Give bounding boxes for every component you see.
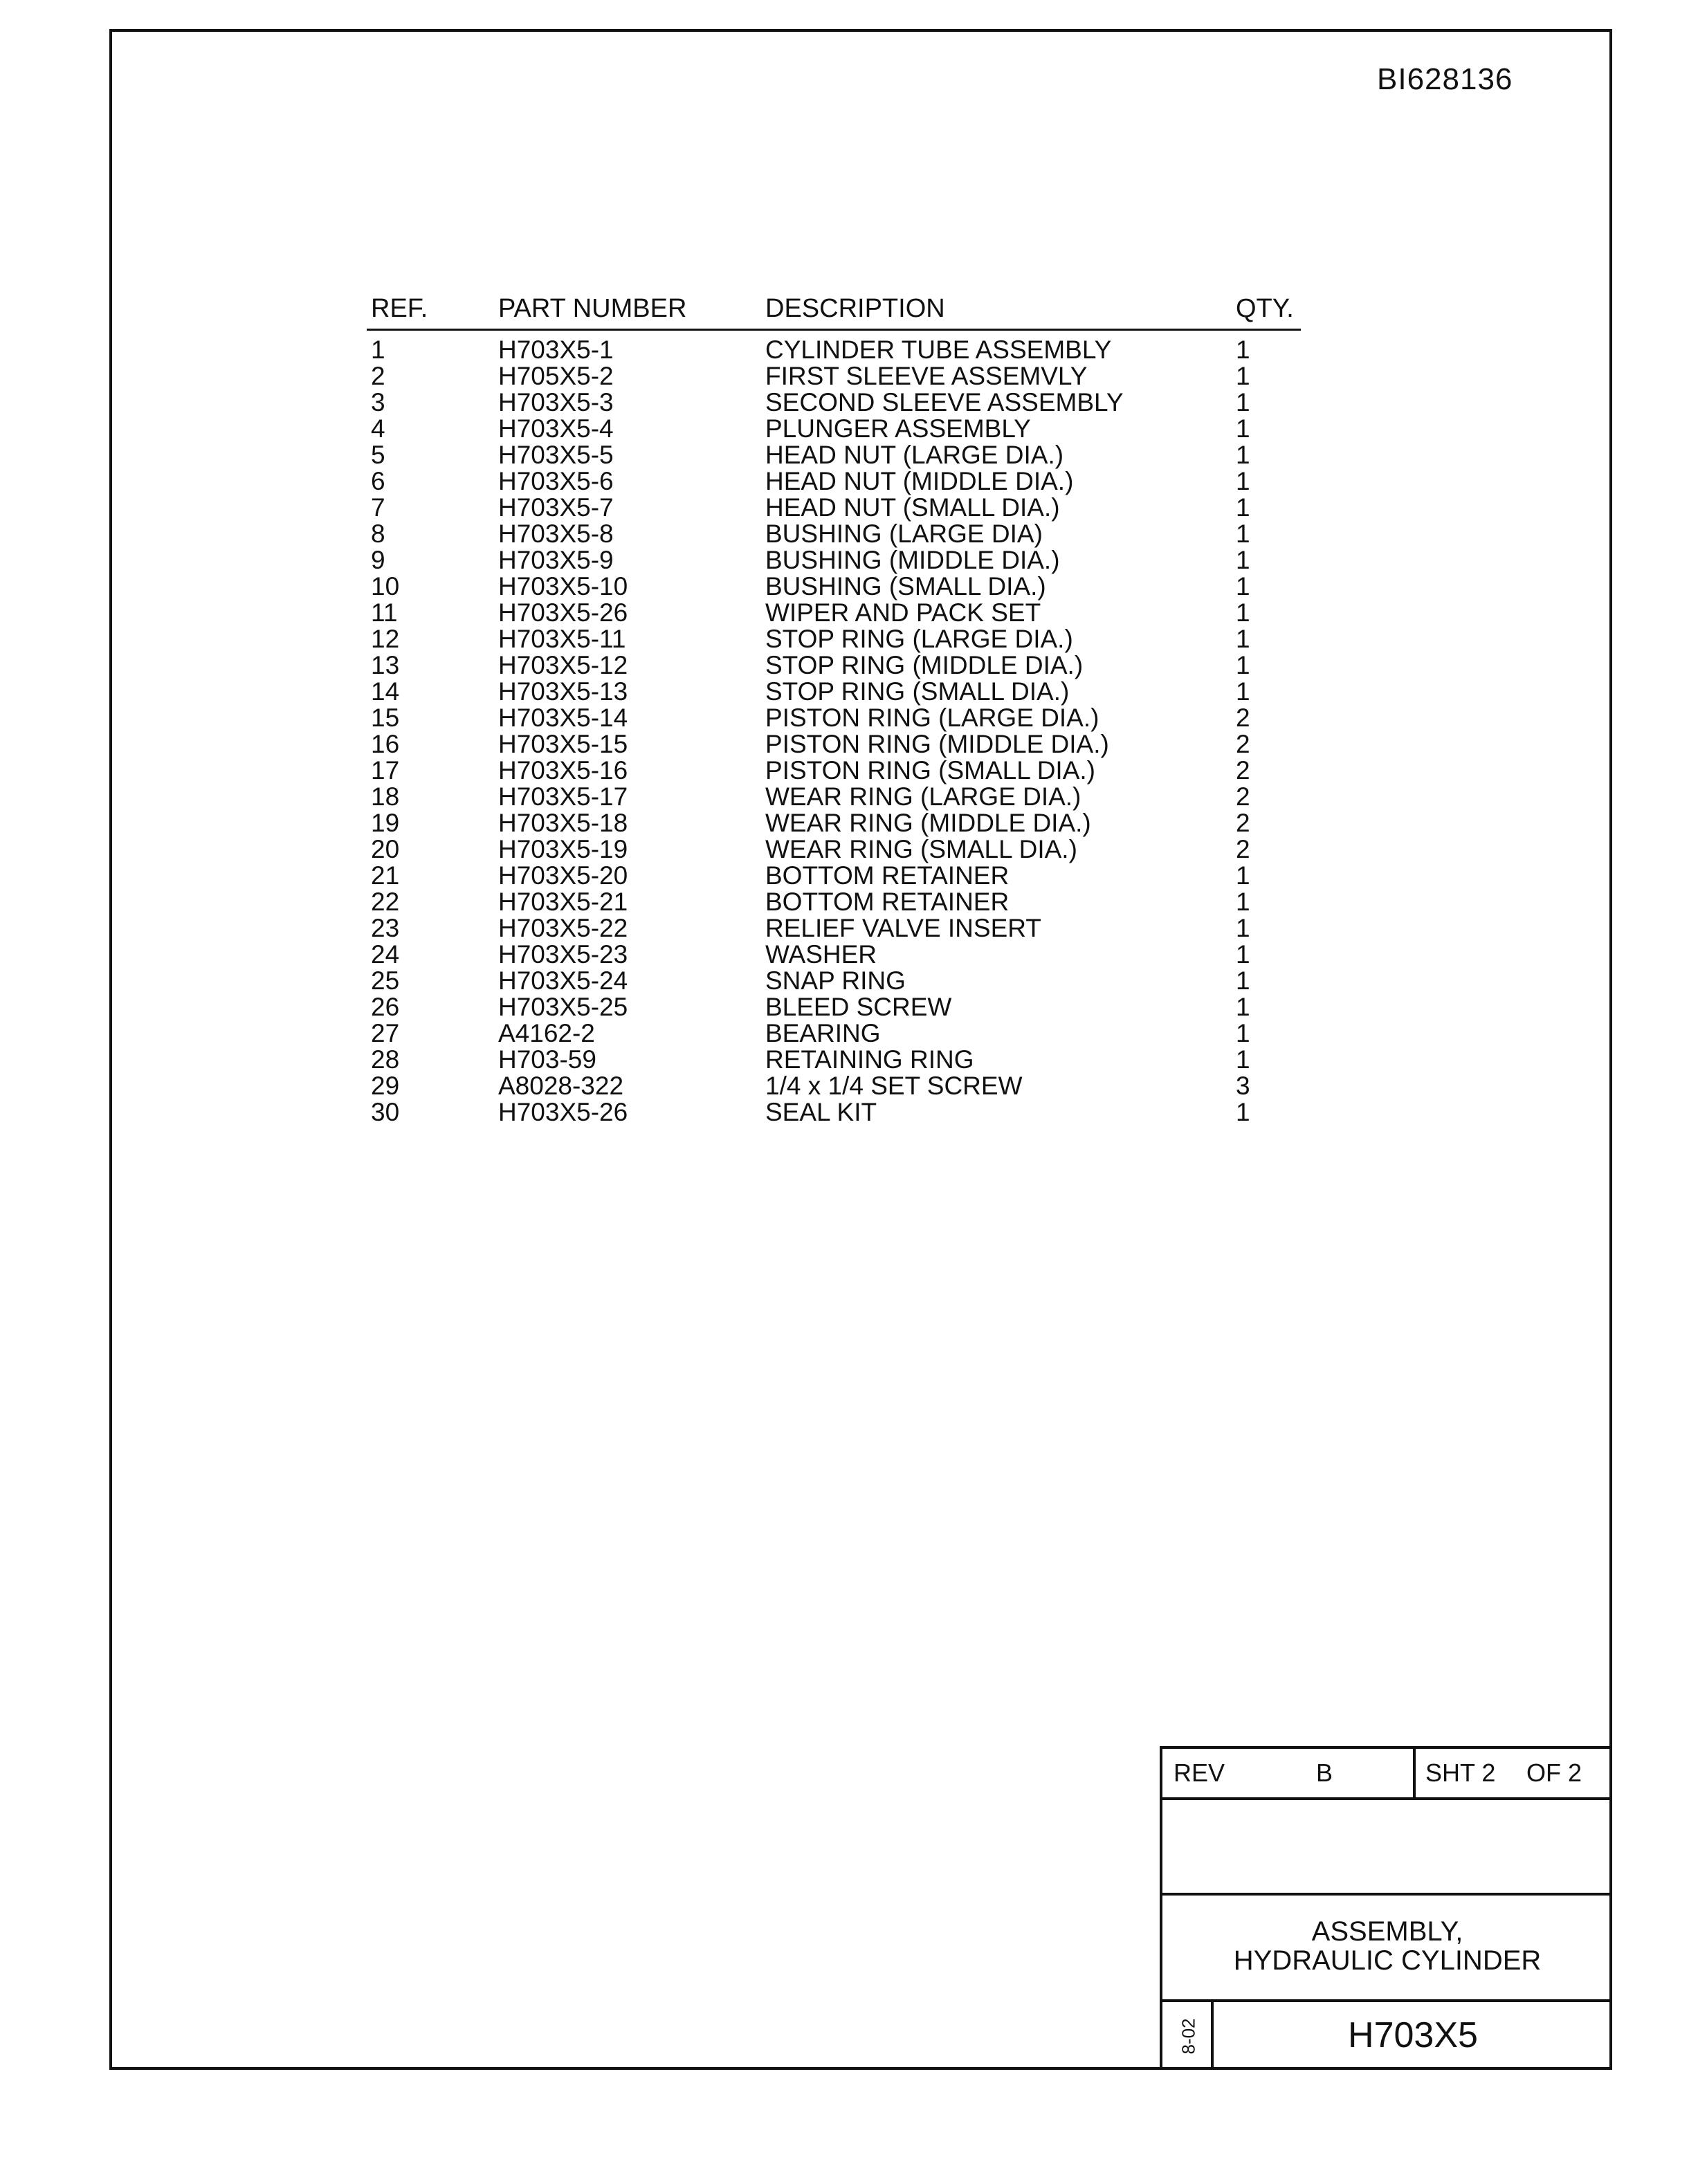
qty-cell: 1	[1236, 677, 1250, 706]
part-number-cell: H703X5-4	[498, 414, 614, 443]
description-cell: BUSHING (MIDDLE DIA.)	[765, 546, 1060, 574]
qty-cell: 1	[1236, 1098, 1250, 1126]
description-cell: RETAINING RING	[765, 1045, 974, 1074]
drawing-number: H703X5	[1348, 2015, 1478, 2055]
qty-cell: 1	[1236, 914, 1250, 942]
qty-cell: 1	[1236, 388, 1250, 416]
description-cell: BOTTOM RETAINER	[765, 888, 1010, 916]
ref-cell: 15	[371, 704, 400, 732]
description-cell: 1/4 x 1/4 SET SCREW	[765, 1072, 1023, 1100]
part-number-cell: H703X5-3	[498, 388, 614, 416]
description-cell: BOTTOM RETAINER	[765, 861, 1010, 890]
part-number-cell: H703X5-18	[498, 809, 628, 837]
ref-cell: 26	[371, 993, 400, 1021]
description-cell: SEAL KIT	[765, 1098, 877, 1126]
qty-cell: 1	[1236, 966, 1250, 995]
rev-label: REV	[1174, 1759, 1225, 1787]
description-cell: PISTON RING (MIDDLE DIA.)	[765, 730, 1109, 758]
ref-cell: 18	[371, 782, 400, 811]
part-number-cell: H703X5-17	[498, 782, 628, 811]
title-line-2: HYDRAULIC CYLINDER	[1233, 1945, 1542, 1976]
header-qty: QTY.	[1236, 294, 1294, 323]
description-cell: WEAR RING (MIDDLE DIA.)	[765, 809, 1091, 837]
sheet-divider	[1413, 1749, 1416, 1797]
ref-cell: 8	[371, 520, 385, 548]
ref-cell: 12	[371, 625, 400, 653]
qty-cell: 1	[1236, 362, 1250, 390]
qty-cell: 1	[1236, 940, 1250, 969]
table-row	[367, 389, 1301, 416]
ref-cell: 9	[371, 546, 385, 574]
qty-cell: 1	[1236, 546, 1250, 574]
blank-title-cell	[1162, 1800, 1612, 1896]
part-number-cell: H703X5-7	[498, 493, 614, 522]
table-row	[367, 784, 1301, 810]
description-cell: RELIEF VALVE INSERT	[765, 914, 1041, 942]
part-number-cell: H703X5-24	[498, 966, 628, 995]
part-number-cell: H703X5-20	[498, 861, 628, 890]
table-row	[367, 626, 1301, 652]
description-cell: BLEED SCREW	[765, 993, 952, 1021]
header-underline	[367, 329, 1301, 331]
ref-cell: 20	[371, 835, 400, 863]
description-cell: SNAP RING	[765, 966, 906, 995]
qty-cell: 1	[1236, 888, 1250, 916]
table-row	[367, 600, 1301, 626]
description-cell: CYLINDER TUBE ASSEMBLY	[765, 336, 1112, 364]
ref-cell: 5	[371, 441, 385, 469]
sheet-total: OF 2	[1526, 1759, 1582, 1787]
header-part-number: PART NUMBER	[498, 294, 687, 323]
part-number-cell: H703X5-16	[498, 756, 628, 784]
description-cell: WASHER	[765, 940, 877, 969]
title-line-1: ASSEMBLY,	[1311, 1916, 1463, 1947]
drawing-number-row	[1162, 2002, 1612, 2070]
part-number-cell: A4162-2	[498, 1019, 595, 1047]
description-cell: HEAD NUT (MIDDLE DIA.)	[765, 467, 1074, 495]
qty-cell: 2	[1236, 835, 1250, 863]
table-row	[367, 994, 1301, 1020]
qty-cell: 2	[1236, 756, 1250, 784]
part-number-cell: H703X5-14	[498, 704, 628, 732]
qty-cell: 1	[1236, 336, 1250, 364]
part-number-cell: H703X5-12	[498, 651, 628, 679]
table-row	[367, 1020, 1301, 1047]
qty-cell: 2	[1236, 704, 1250, 732]
part-number-cell: H703X5-8	[498, 520, 614, 548]
qty-cell: 1	[1236, 467, 1250, 495]
table-row	[367, 679, 1301, 705]
part-number-cell: H703-59	[498, 1045, 596, 1074]
description-cell: WEAR RING (LARGE DIA.)	[765, 782, 1081, 811]
table-row	[367, 442, 1301, 468]
qty-cell: 1	[1236, 493, 1250, 522]
table-row	[367, 836, 1301, 863]
table-row	[367, 652, 1301, 679]
qty-cell: 2	[1236, 782, 1250, 811]
rev-value: B	[1316, 1759, 1333, 1787]
description-cell: HEAD NUT (LARGE DIA.)	[765, 441, 1064, 469]
description-cell: PISTON RING (SMALL DIA.)	[765, 756, 1095, 784]
part-number-cell: A8028-322	[498, 1072, 624, 1100]
table-row	[367, 942, 1301, 968]
ref-cell: 6	[371, 467, 385, 495]
ref-cell: 30	[371, 1098, 400, 1126]
table-row	[367, 705, 1301, 731]
qty-cell: 1	[1236, 861, 1250, 890]
description-cell: HEAD NUT (SMALL DIA.)	[765, 493, 1060, 522]
table-row	[367, 758, 1301, 784]
table-row	[367, 863, 1301, 889]
table-row	[367, 337, 1301, 363]
part-number-cell: H703X5-9	[498, 546, 614, 574]
ref-cell: 24	[371, 940, 400, 969]
description-cell: WEAR RING (SMALL DIA.)	[765, 835, 1077, 863]
parts-list-table	[367, 294, 1301, 1126]
table-row	[367, 495, 1301, 521]
part-number-cell: H703X5-26	[498, 1098, 628, 1126]
qty-cell: 1	[1236, 1019, 1250, 1047]
parts-list-rows	[367, 337, 1301, 1126]
qty-cell: 1	[1236, 651, 1250, 679]
description-cell: BEARING	[765, 1019, 881, 1047]
table-row	[367, 573, 1301, 600]
description-cell: FIRST SLEEVE ASSEMVLY	[765, 362, 1088, 390]
part-number-cell: H703X5-1	[498, 336, 614, 364]
table-row	[367, 915, 1301, 942]
ref-cell: 7	[371, 493, 385, 522]
qty-cell: 1	[1236, 625, 1250, 653]
parts-list-header	[367, 294, 1301, 330]
part-number-cell: H703X5-15	[498, 730, 628, 758]
description-cell: STOP RING (SMALL DIA.)	[765, 677, 1070, 706]
table-row	[367, 521, 1301, 547]
part-number-cell: H703X5-10	[498, 572, 628, 600]
ref-cell: 22	[371, 888, 400, 916]
qty-cell: 1	[1236, 441, 1250, 469]
part-number-cell: H703X5-22	[498, 914, 628, 942]
title-block	[1160, 1746, 1612, 2070]
part-number-cell: H703X5-23	[498, 940, 628, 969]
sheet-number: SHT 2	[1425, 1759, 1496, 1787]
ref-cell: 14	[371, 677, 400, 706]
ref-cell: 28	[371, 1045, 400, 1074]
table-row	[367, 1073, 1301, 1099]
ref-cell: 10	[371, 572, 400, 600]
table-row	[367, 1047, 1301, 1073]
part-number-cell: H703X5-25	[498, 993, 628, 1021]
table-row	[367, 1099, 1301, 1126]
ref-cell: 3	[371, 388, 385, 416]
table-row	[367, 810, 1301, 836]
title-cell	[1162, 1896, 1612, 2002]
table-row	[367, 889, 1301, 915]
date-code: 8-02	[1178, 2018, 1199, 2055]
table-row	[367, 968, 1301, 994]
part-number-cell: H703X5-26	[498, 598, 628, 627]
ref-cell: 1	[371, 336, 385, 364]
description-cell: PLUNGER ASSEMBLY	[765, 414, 1031, 443]
ref-cell: 25	[371, 966, 400, 995]
table-row	[367, 468, 1301, 495]
ref-cell: 13	[371, 651, 400, 679]
description-cell: STOP RING (LARGE DIA.)	[765, 625, 1073, 653]
qty-cell: 1	[1236, 572, 1250, 600]
ref-cell: 17	[371, 756, 400, 784]
description-cell: STOP RING (MIDDLE DIA.)	[765, 651, 1084, 679]
table-row	[367, 547, 1301, 573]
description-cell: PISTON RING (LARGE DIA.)	[765, 704, 1099, 732]
ref-cell: 23	[371, 914, 400, 942]
description-cell: BUSHING (SMALL DIA.)	[765, 572, 1046, 600]
qty-cell: 2	[1236, 809, 1250, 837]
qty-cell: 3	[1236, 1072, 1250, 1100]
ref-cell: 27	[371, 1019, 400, 1047]
table-row	[367, 363, 1301, 389]
revision-row	[1162, 1749, 1612, 1800]
ref-cell: 11	[371, 598, 398, 627]
header-ref: REF.	[371, 294, 428, 323]
ref-cell: 16	[371, 730, 400, 758]
part-number-cell: H703X5-13	[498, 677, 628, 706]
description-cell: BUSHING (LARGE DIA)	[765, 520, 1043, 548]
ref-cell: 2	[371, 362, 385, 390]
table-row	[367, 416, 1301, 442]
qty-cell: 1	[1236, 1045, 1250, 1074]
part-number-cell: H703X5-19	[498, 835, 628, 863]
part-number-cell: H705X5-2	[498, 362, 614, 390]
description-cell: SECOND SLEEVE ASSEMBLY	[765, 388, 1124, 416]
qty-cell: 2	[1236, 730, 1250, 758]
ref-cell: 21	[371, 861, 400, 890]
part-number-cell: H703X5-21	[498, 888, 628, 916]
part-number-cell: H703X5-5	[498, 441, 614, 469]
part-number-cell: H703X5-6	[498, 467, 614, 495]
ref-cell: 29	[371, 1072, 400, 1100]
table-row	[367, 731, 1301, 758]
description-cell: WIPER AND PACK SET	[765, 598, 1041, 627]
part-number-cell: H703X5-11	[498, 625, 626, 653]
qty-cell: 1	[1236, 598, 1250, 627]
ref-cell: 4	[371, 414, 385, 443]
qty-cell: 1	[1236, 993, 1250, 1021]
ref-cell: 19	[371, 809, 400, 837]
header-description: DESCRIPTION	[765, 294, 945, 323]
document-id: BI628136	[1377, 62, 1513, 96]
qty-cell: 1	[1236, 414, 1250, 443]
qty-cell: 1	[1236, 520, 1250, 548]
